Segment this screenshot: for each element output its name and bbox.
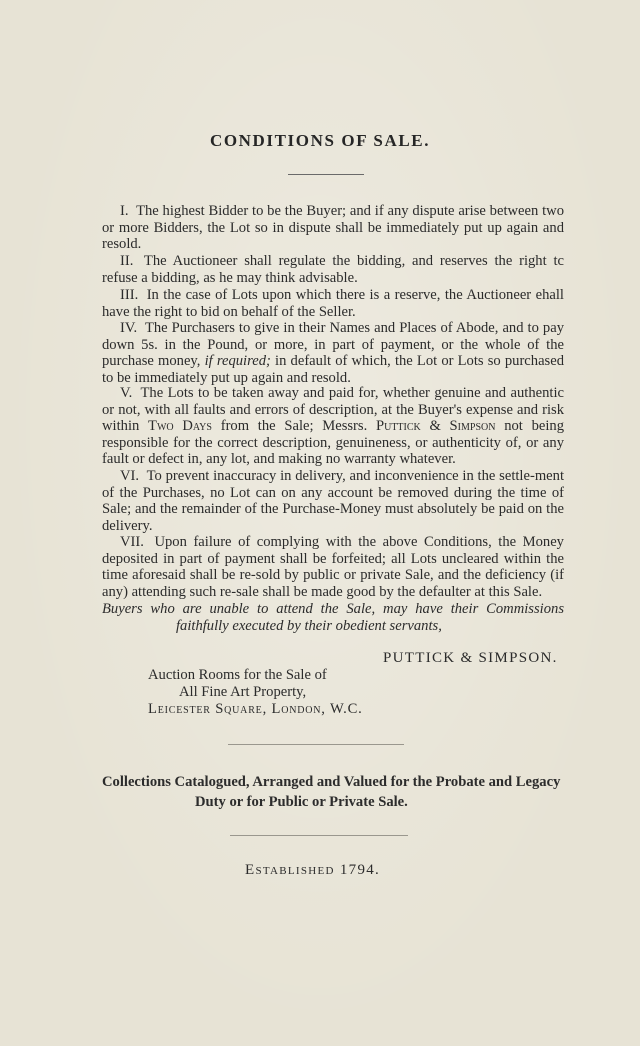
condition-4 xyxy=(102,320,564,386)
condition-text-after: not being responsible for the correct description, genuineness, or authenticity of, or any fault or defect in, any lot, and making no warranty whatever. xyxy=(102,418,564,468)
condition-text: The Auctioneer shall regulate the bidding, and reserves the right tc refuse a bidding, as he may think advisable. xyxy=(102,253,564,286)
condition-days: Two Days xyxy=(148,418,212,435)
established-line: Established 1794. xyxy=(245,862,381,878)
condition-text-middle: from the Sale; Messrs. xyxy=(220,418,368,435)
condition-numeral: I. xyxy=(120,203,129,219)
condition-6 xyxy=(102,468,564,534)
address-line-3: Leicester Square, London, W.C. xyxy=(148,701,363,717)
address-line-1: Auction Rooms for the Sale of xyxy=(148,667,327,683)
condition-text: The highest Bidder to be the Buyer; and if any dispute arise between two or more Bidders, the Lot so in dispute shall be immediately put up again and resold. xyxy=(102,203,564,253)
address-line-2: All Fine Art Property, xyxy=(179,684,307,700)
section-divider xyxy=(230,835,408,836)
condition-7 xyxy=(102,534,564,600)
page-title: CONDITIONS OF SALE. xyxy=(209,131,431,150)
title-divider xyxy=(288,174,364,175)
condition-2 xyxy=(102,253,564,286)
condition-text-before: The Lots to be taken away and paid for, whether genuine and authentic or not, with all faults and errors of description, at the Buyer's expense and risk within xyxy=(102,385,564,435)
condition-5 xyxy=(102,385,564,468)
condition-text-before: The Purchasers to give in their Names and Places of Abode, and to pay down 5s. in the Pound, or more, in part of payment, or the whole of the purchase money, xyxy=(102,320,564,370)
buyers-note-line-1: Buyers who are unable to attend the Sale, may have their Commissions xyxy=(102,601,564,617)
condition-numeral: V. xyxy=(120,385,133,401)
condition-numeral: VII. xyxy=(120,534,144,550)
condition-text-italic: if required; xyxy=(204,353,271,370)
condition-text-after: in default of which, the Lot or Lots so purchased to be immediately put up again and resold. xyxy=(102,353,565,386)
collections-notice xyxy=(102,772,572,812)
condition-numeral: III. xyxy=(120,287,139,303)
condition-text: In the case of Lots upon which there is a reserve, the Auctioneer ehall have the right to bid on behalf of the Seller. xyxy=(102,287,564,320)
buyers-note-line-2: faithfully executed by their obedient servants, xyxy=(176,618,442,634)
buyers-note xyxy=(102,601,564,635)
condition-firm: Puttick & Simpson xyxy=(375,418,496,435)
condition-text: Upon failure of complying with the above Conditions, the Money deposited in part of payment shall be forfeited; all Lots uncleared within the time aforesaid shall be re-sold by public or private Sale, and the deficiency (if any) attending such re-sale shall be made good by the defaulter at this Sale. xyxy=(102,534,564,600)
condition-3 xyxy=(102,287,564,320)
condition-text: To prevent inaccuracy in delivery, and inconvenience in the settle-ment of the Purchases, no Lot can on any account be removed during the time of Sale; and the remainder of the Purchase-Money must absolutely be paid on the delivery. xyxy=(102,468,565,534)
collections-line-2: Duty or for Public or Private Sale. xyxy=(195,794,408,810)
condition-1 xyxy=(102,203,564,253)
collections-line-1: Collections Catalogued, Arranged and Valued for the Probate and Legacy xyxy=(102,774,561,790)
condition-numeral: II. xyxy=(120,253,134,269)
firm-signature: PUTTICK & SIMPSON. xyxy=(383,650,558,666)
condition-numeral: VI. xyxy=(120,468,140,484)
condition-numeral: IV. xyxy=(120,320,138,336)
section-divider xyxy=(228,744,404,745)
